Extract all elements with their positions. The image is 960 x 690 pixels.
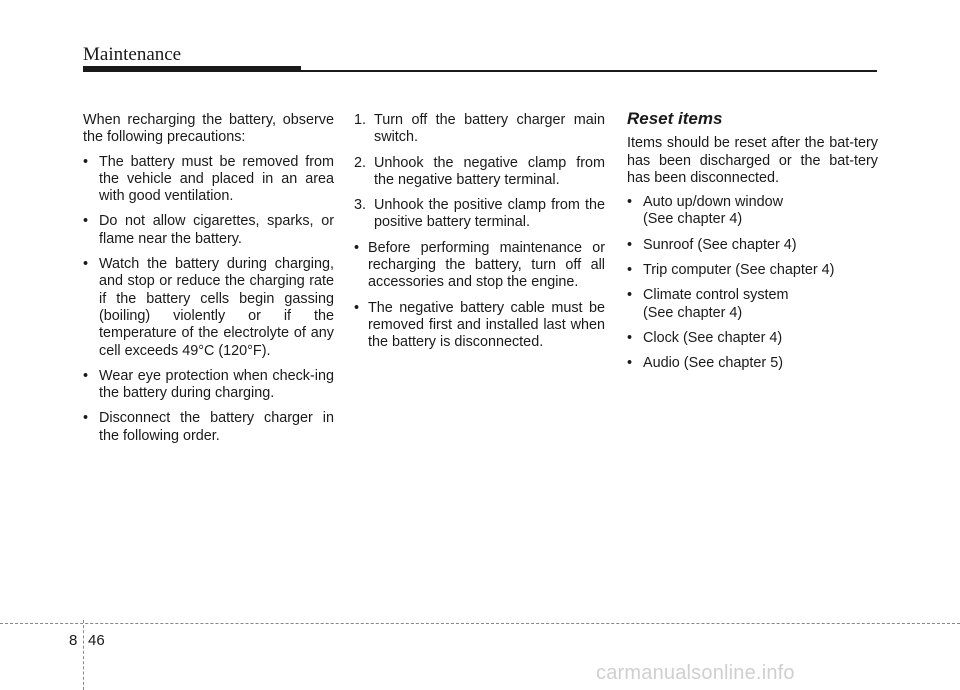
section-title: Maintenance (83, 44, 182, 65)
bullet-icon: • (83, 410, 89, 427)
precautions-list (83, 154, 334, 445)
step-item: 1. Turn off the battery charger main switch. (354, 112, 605, 146)
reset-items-list (627, 194, 878, 372)
step-item: 3. Unhook the positive clamp from the positive battery terminal. (354, 197, 605, 231)
bullet-icon: • (354, 239, 360, 256)
reset-items-heading: Reset items (627, 109, 723, 128)
header-rule-thick (83, 66, 301, 72)
list-item: • Wear eye protection when check-ing the battery during charging. (83, 367, 334, 402)
chapter-number: 8 (69, 632, 78, 649)
list-item: • Disconnect the battery charger in the following order. (83, 410, 334, 444)
notes-list (354, 240, 605, 352)
disconnect-steps-list (354, 112, 605, 232)
list-item: • Do not allow cigarettes, sparks, or flame near the battery. (83, 213, 334, 247)
step-number: 2. (354, 154, 367, 171)
bullet-icon: • (83, 213, 89, 230)
column-1 (83, 112, 334, 453)
bullet-icon: • (627, 236, 633, 253)
list-item: • Climate control system (See chapter 4) (627, 287, 789, 321)
step-item: 2. Unhook the negative clamp from the negative battery terminal. (354, 154, 605, 188)
list-item: • The negative battery cable must be removed first and installed last when the battery is disconnected. (354, 299, 605, 351)
intro-paragraph: When recharging the battery, observe the following precautions: (83, 112, 334, 146)
bullet-icon: • (627, 329, 633, 346)
list-item: • Sunroof (See chapter 4) (627, 236, 797, 253)
bullet-icon: • (627, 287, 633, 304)
bullet-icon: • (83, 367, 89, 384)
list-item: • Clock (See chapter 4) (627, 329, 783, 346)
bullet-icon: • (83, 256, 89, 273)
bullet-icon: • (627, 194, 633, 211)
header-rule-thin (301, 70, 877, 72)
list-item: • Audio (See chapter 5) (627, 355, 783, 372)
step-number: 3. (354, 197, 367, 214)
bullet-icon: • (627, 262, 633, 279)
list-item: • Before performing maintenance or recharging the battery, turn off all accessories and stop the engine. (354, 239, 605, 291)
footer-rule (0, 623, 960, 624)
list-item: • Watch the battery during charging, and stop or reduce the charging rate if the battery cells begin gassing (boiling) violently or if the temperature of the electrolyte of any cell exceeds 49°C (120°F). (83, 256, 334, 359)
list-item: • The battery must be removed from the vehicle and placed in an area with good ventilation. (83, 153, 334, 205)
bullet-icon: • (627, 355, 633, 372)
list-item: • Trip computer (See chapter 4) (627, 262, 835, 279)
watermark: carmanualsonline.info (596, 662, 795, 684)
reset-intro-paragraph: Items should be reset after the bat-tery has been discharged or the bat-tery has been disconnected. (627, 135, 878, 186)
footer-divider (83, 620, 84, 690)
column-3 (627, 109, 878, 381)
column-2 (354, 112, 605, 360)
list-item: • Auto up/down window (See chapter 4) (627, 194, 783, 228)
step-number: 1. (354, 112, 367, 128)
bullet-icon: • (354, 299, 360, 316)
bullet-icon: • (83, 153, 89, 170)
page-number: 46 (88, 632, 105, 649)
